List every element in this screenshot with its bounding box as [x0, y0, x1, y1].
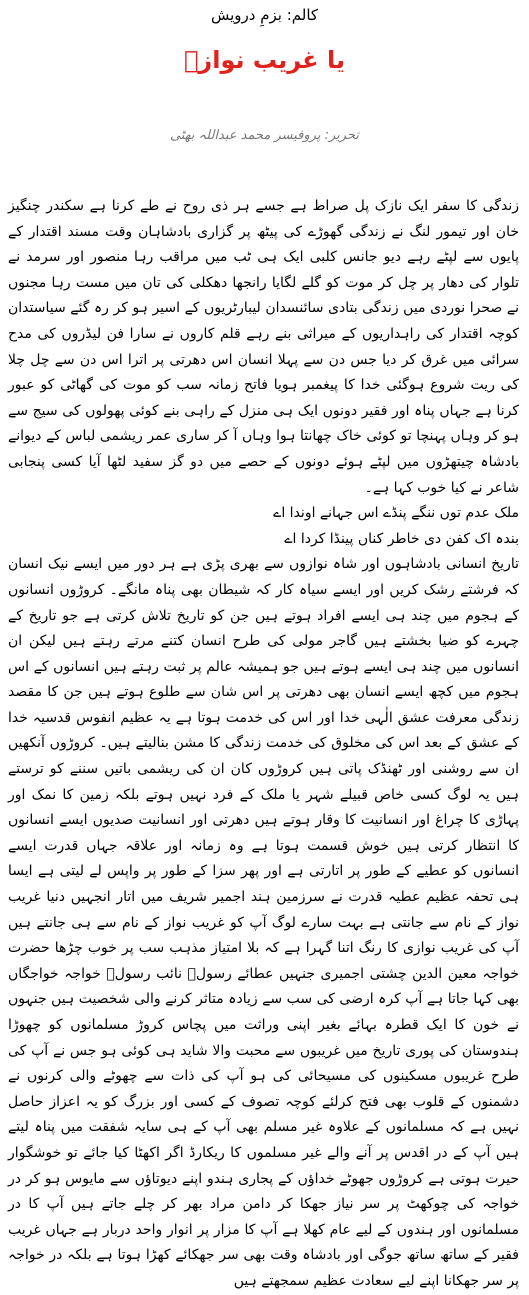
couplet-line: بندہ اک کفن دی خاطر کناں پینڈا کردا اے — [284, 530, 519, 547]
article-byline: تحریر: پروفیسر محمد عبداللہ بھٹی — [170, 128, 359, 143]
article-body — [8, 194, 519, 1295]
couplet-line: ملک عدم توں ننگے پنڈے اس جہانے اوندا اے — [273, 505, 519, 522]
column-label: کالم: بزمِ درویش — [210, 6, 319, 24]
paragraph: تاریخ انسانی بادشاہوں اور شاہ نوازوں سے بھری پڑی ہے ہر دور میں ایسے نیک انسان کہ فرشتے رشک کریں اور ایسے سیاہ کار کہ شیطان بھی پناہ مانگے۔ کروڑوں انسانوں کے ہجوم میں چند ہی ایسے افراد ہوتے ہیں جن کو تاریخ تلاش کرتی ہے جو تاریخ کے چہرے کو ضیا بخشتے ہیں گاجر مولی کی طرح انسان کتنے مرتے رہتے ہیں لیکن ان انسانوں میں چند ہی ایسے ہوتے ہیں جو ہمیشہ عالم پر ثبت رہتے ہیں انسانوں کے اس ہجوم میں کچھ ایسے انسان بھی دھرتی پر اس شان سے طلوع ہوتے ہیں جن کا مقصد زندگی معرفت عشق الٰہی خدا اور اس کی خدمت ہوتا ہے یہ عظیم انفوس قدسیہ خدا کے عشق کے بعد اس کی مخلوق کی خدمت زندگی کا مشن بنالیتے ہیں۔ کروڑوں آنکھیں ان سے روشنی اور ٹھنڈک پاتی ہیں کروڑوں کان ان کی ریشمی باتیں سننے کو ترستے ہیں یہ لوگ کسی خاص قبیلے شہر یا ملک کے فرد نہیں ہوتے بلکہ زمین کا نمک اور پہاڑی کا چراغ اور انسانیت کا وقار ہوتے ہیں دھرتی اور انسانیت صدیوں ایسے انسانوں کا انتظار کرتی ہیں خوش قسمت ہوتا ہے وہ زمانہ اور علاقہ جہاں قدرت ایسے انسانوں کو عطیے کے طور پر اتارتی ہے اور پھر سزا کے طور پر واپس لے لیتی ہے ایسا ہی تحفہ عظیم عطیہ قدرت نے سرزمین ہند اجمیر شریف میں اتار انجہیں دنیا غریب نواز کے نام سے جانتی ہے بہت سارے لوگ آپ کو غریب نواز کے نام سے ہی جانتے ہیں آپ کی غریب نوازی کا رنگ اتنا گہرا ہے کہ بلا امتیاز مذہب سب پر خوب چڑھا حضرت خواجہ معین الدین چشتی اجمیری جنہیں عطائے رسولؐ نائب رسولؐ خواجہ خواجگاں بھی کہا جاتا ہے آپ کرہ ارضی کی سب سے زیادہ متاثر کرنے والی شخصیت ہیں جنہوں نے خون کا ایک قطرہ بہائے بغیر اپنی وراثت میں پچاس کروڑ مسلمانوں کو چھوڑا ہندوستان کی پوری تاریخ میں غریبوں سے محبت والا شاید ہی کوئی ہو جس نے آپ کی طرح غریبوں مسکینوں کی مسیحائی کی ہو آپ کی ذات سے چھوٹے والی کرنوں نے دشمنوں کے قلوب بھی فتح کرلئے کوچہ تصوف کے کسی اور بزرگ کو یہ اعزاز حاصل نہیں ہے کہ مسلمانوں کے علاوہ غیر مسلم بھی آپ کے ہی سایہ شفقت میں پناہ لیتے ہیں آپ کے در اقدس پر آنے والے غیر مسلموں کا ریکارڈ اگر اکھٹا کیا جائے تو خوشگوار حیرت ہوتی ہے کروڑوں جھوٹے خداؤں کے پجاری ہندو اپنے دیوتاؤں سے مایوس ہو کر در خواجہ کی چوکھٹ پر سر نیاز جھکا کر دامن مراد بھر کر چلے جاتے ہیں آپ کا در مسلمانوں اور ہندوں کے لیے عام کھلا ہے آپ کا مزار پر انوار واحد دربار ہے جہاں غریب فقیر کے ساتھ ساتھ جوگی اور بادشاہ وقت بھی سر جھکائے کھڑا ہوتا ہے بلکہ در خواجہ پر سر جھکانا اپنے لیے سعادت عظیم سمجھتے ہیں — [8, 556, 519, 1289]
article-headline: یا غریب نوازؒ — [184, 46, 345, 74]
paragraph: زندگی کا سفر ایک نازک پل صراط ہے جسے ہر ذی روح نے طے کرنا ہے سکندر چنگیز خان اور تیمور لنگ نے زندگی گھوڑے کی پیٹھ پر گزاری بادشاہان وقت مسند اقتدار کے پایوں سے لپٹے رہے دیو جانس کلبی ایک ہی ٹب میں مراقب رہا منصور اور سرمد نے تلوار کی دھار پر چل کر موت کو گلے لگایا رانجھا دھکلی کی تان میں مست رہا مجنوں نے صحرا نوردی میں زندگی بتادی سائنسدان لیبارٹریوں کے اسیر ہو کر رہ گئے سیاستدان کوچہ اقتدار کی راہداریوں کے میراثی بنے رہے قلم کاروں نے سارا فن لیڈروں کی مدح سرائی میں غرق کر دیا جس دن سے پہلا انسان اس دھرتی پر اترا اس دن سے چل چلا کی ریت شروع ہوگئی خدا کا پیغمبر ہویا فاتح زمانہ سب کو موت کی گھاٹی کو عبور کرنا ہے جہاں پناہ اور فقیر دونوں ایک ہی منزل کے راہی بنے کوئی پھولوں کی سیج سے ہو کر وہاں پہنچا تو کوئی خاک چھانتا ہوا وہاں آ کر ساری عمر ریشمی لباس کے دیوانے بادشاہ چیتھڑوں میں لپٹے ہوئے دونوں کے حصے میں دو گز سفید لٹھا آیا کسی پنجابی شاعر نے کیا خوب کہا ہے۔ — [8, 198, 519, 496]
